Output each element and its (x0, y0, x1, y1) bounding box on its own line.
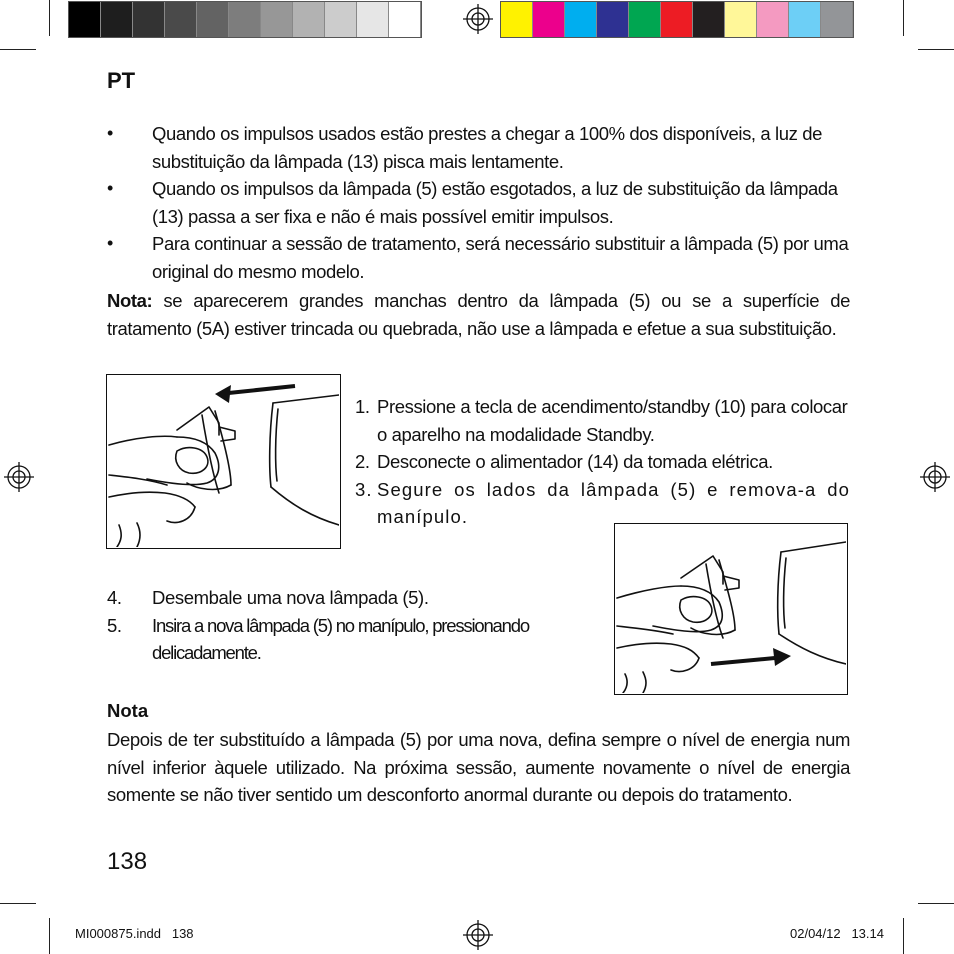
note-label: Nota: (107, 290, 153, 311)
step-text: Desconecte o alimentador (14) da tomada elétrica. (377, 451, 773, 472)
steps-list-b (107, 584, 602, 667)
hand-inserting-lamp-illustration (615, 524, 846, 693)
color-swatch (197, 2, 229, 37)
page-number: 138 (107, 848, 148, 875)
crop-mark (0, 903, 36, 904)
list-item (107, 230, 850, 285)
color-swatch (789, 2, 821, 37)
step-number: 3. (355, 478, 373, 500)
color-swatch (101, 2, 133, 37)
color-swatch (661, 2, 693, 37)
list-item (107, 612, 602, 667)
bullet-icon: • (107, 178, 113, 198)
color-swatch (693, 2, 725, 37)
color-swatch (133, 2, 165, 37)
step-number: 5. (107, 614, 122, 636)
figure-remove-lamp (106, 374, 341, 549)
color-swatch (821, 2, 853, 37)
grayscale-color-bar (68, 1, 422, 38)
color-swatch (597, 2, 629, 37)
process-color-bar (500, 1, 854, 38)
color-swatch (565, 2, 597, 37)
bullet-text: Para continuar a sessão de tratamento, será necessário substituir a lâmpada (5) por uma original do mesmo modelo. (152, 233, 849, 282)
registration-mark-icon (920, 462, 950, 492)
crop-mark (903, 918, 904, 954)
color-swatch (501, 2, 533, 37)
color-swatch (389, 2, 421, 37)
footer-datetime: 02/04/12 13.14 (790, 926, 884, 941)
step-number: 4. (107, 587, 122, 608)
list-item (107, 584, 602, 612)
registration-mark-icon (4, 462, 34, 492)
color-swatch (293, 2, 325, 37)
color-swatch (165, 2, 197, 37)
list-item (355, 448, 850, 476)
color-swatch (533, 2, 565, 37)
color-swatch (325, 2, 357, 37)
footer-file-info: MI000875.indd 138 (75, 926, 194, 941)
list-item (355, 393, 850, 448)
bullet-text: Quando os impulsos usados estão prestes a chegar a 100% dos disponíveis, a luz de substituição da lâmpada (13) pisca mais lentamente. (152, 123, 823, 172)
step-number: 1. (355, 396, 370, 417)
step-text: Pressione a tecla de acendimento/standby (10) para colocar o aparelho na modalidade Standby. (377, 396, 848, 445)
figure-insert-lamp (614, 523, 848, 695)
hand-removing-lamp-illustration (107, 375, 339, 547)
bullet-list (107, 120, 850, 285)
color-swatch (357, 2, 389, 37)
crop-mark (0, 49, 36, 50)
registration-mark-icon (463, 920, 493, 950)
steps-list-a (355, 393, 850, 531)
list-item (107, 175, 850, 230)
color-swatch (69, 2, 101, 37)
crop-mark (49, 918, 50, 954)
note-paragraph (107, 287, 850, 342)
step-text: Desembale uma nova lâmpada (5). (152, 587, 429, 608)
color-swatch (757, 2, 789, 37)
step-text: Insira a nova lâmpada (5) no manípulo, pressionando delicadamente. (152, 614, 529, 663)
bullet-icon: • (107, 123, 113, 143)
color-swatch (725, 2, 757, 37)
step-number: 2. (355, 451, 370, 472)
crop-mark (918, 903, 954, 904)
note-paragraph: Depois de ter substituído a lâmpada (5) por uma nova, defina sempre o nível de energia num nível inferior àquele utilizado. Na próxima sessão, aumente novamente o nível de energia somente se não tiver sentido um desconforto anormal durante ou depois do tratamento. (107, 729, 850, 805)
bullet-icon: • (107, 233, 113, 253)
crop-mark (918, 49, 954, 50)
step-text: Segure os lados da lâmpada (5) e remova-a do manípulo. (377, 478, 850, 527)
list-item (107, 120, 850, 175)
registration-mark-icon (463, 4, 493, 34)
crop-mark (903, 0, 904, 36)
note-title: Nota (107, 700, 149, 721)
note-text: se aparecerem grandes manchas dentro da lâmpada (5) ou se a superfície de tratamento (5A) estiver trincada ou quebrada, não use a lâmpada e efetue a sua substituição. (107, 290, 850, 339)
bullet-text: Quando os impulsos da lâmpada (5) estão esgotados, a luz de substituição da lâmpada (13) passa a ser fixa e não é mais possível emitir impulsos. (152, 178, 838, 227)
color-swatch (629, 2, 661, 37)
color-swatch (261, 2, 293, 37)
color-swatch (229, 2, 261, 37)
crop-mark (49, 0, 50, 36)
language-heading: PT (107, 68, 136, 93)
